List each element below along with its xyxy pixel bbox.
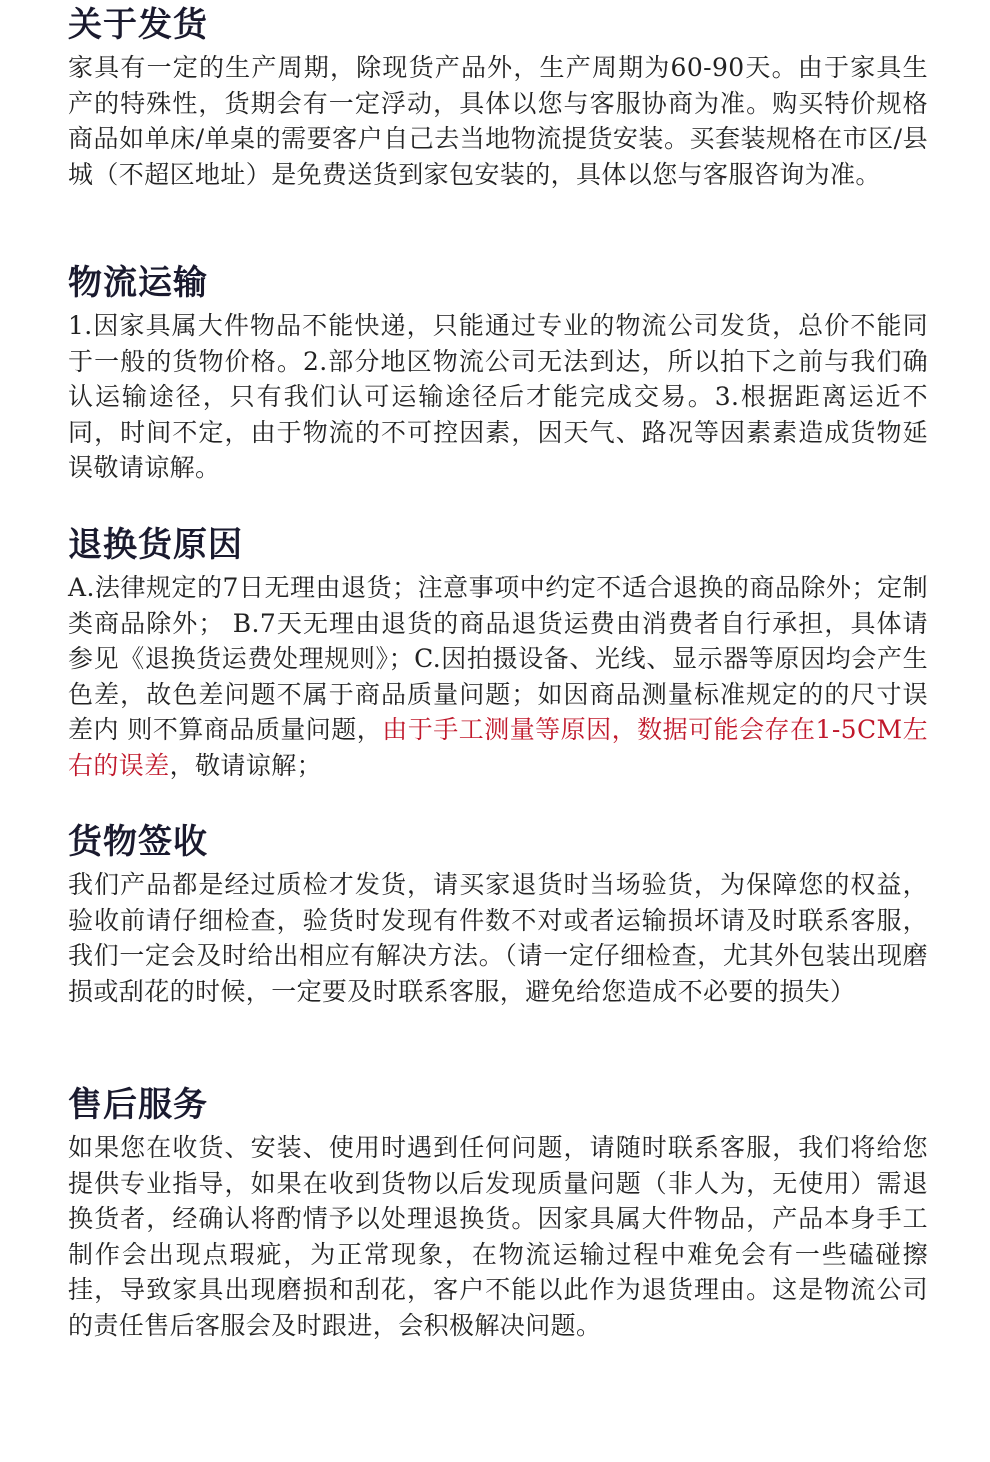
section-shipping: [68, 4, 928, 192]
section-body: 我们产品都是经过质检才发货，请买家退货时当场验货，为保障您的权益，验收前请仔细检查，验货时发现有件数不对或者运输损坏请及时联系客服，我们一定会及时给出相应有解决方法。（请一定仔细检查，尤其外包装出现磨损或刮花的时候，一定要及时联系客服，避免给您造成不必要的损失）: [68, 870, 928, 1006]
section-title: 货物签收: [68, 822, 208, 862]
section-body-text: A.法律规定的7日无理由退货；注意事项中约定不适合退换的商品除外；定制类商品除外； B.7天无理由退货的商品退货运费由消费者自行承担，具体请参见《退换货运费处理规则》；C.因拍摄设备、光线、显示器等原因均会产生色差，故色差问题不属于商品质量问题；如因商品测量标准规定的的尺寸误差内 则不算商品质量问题，: [68, 573, 928, 744]
section-body: 1.因家具属大件物品不能快递，只能通过专业的物流公司发货，总价不能同于一般的货物价格。2.部分地区物流公司无法到达，所以拍下之前与我们确认运输途径，只有我们认可运输途径后才能完成交易。3.根据距离运近不同，时间不定，由于物流的不可控因素，因天气、路况等因素素造成货物延误敬请谅解。: [68, 311, 928, 482]
section-logistics: [68, 262, 928, 486]
section-body: 家具有一定的生产周期，除现货产品外，生产周期为60-90天。由于家具生产的特殊性，货期会有一定浮动，具体以您与客服协商为准。购买特价规格商品如单床/单桌的需要客户自己去当地物流提货安装。买套装规格在市区/县城（不超区地址）是免费送货到家包安装的，具体以您与客服咨询为准。: [68, 53, 928, 189]
section-body: 如果您在收货、安装、使用时遇到任何问题，请随时联系客服，我们将给您提供专业指导，如果在收到货物以后发现质量问题（非人为，无使用）需退换货者，经确认将酌情予以处理退换货。因家具属大件物品，产品本身手工制作会出现点瑕疵，为正常现象，在物流运输过程中难免会有一些磕碰擦挂，导致家具出现磨损和刮花，客户不能以此作为退货理由。这是物流公司的责任售后客服会及时跟进，会积极解决问题。: [68, 1133, 928, 1340]
section-body-tail: ，敬请谅解；: [169, 750, 323, 780]
section-title: 关于发货: [68, 5, 208, 45]
section-after-sales: [68, 1084, 928, 1343]
section-title: 退换货原因: [68, 525, 243, 565]
section-title: 物流运输: [68, 263, 208, 303]
section-returns: [68, 524, 928, 783]
section-receipt: [68, 821, 928, 1009]
section-title: 售后服务: [68, 1085, 208, 1125]
section-body: [68, 570, 928, 783]
highlight-text: 由于手工测量等原因，数据可能会存在1-5CM左右的误差: [68, 715, 928, 780]
